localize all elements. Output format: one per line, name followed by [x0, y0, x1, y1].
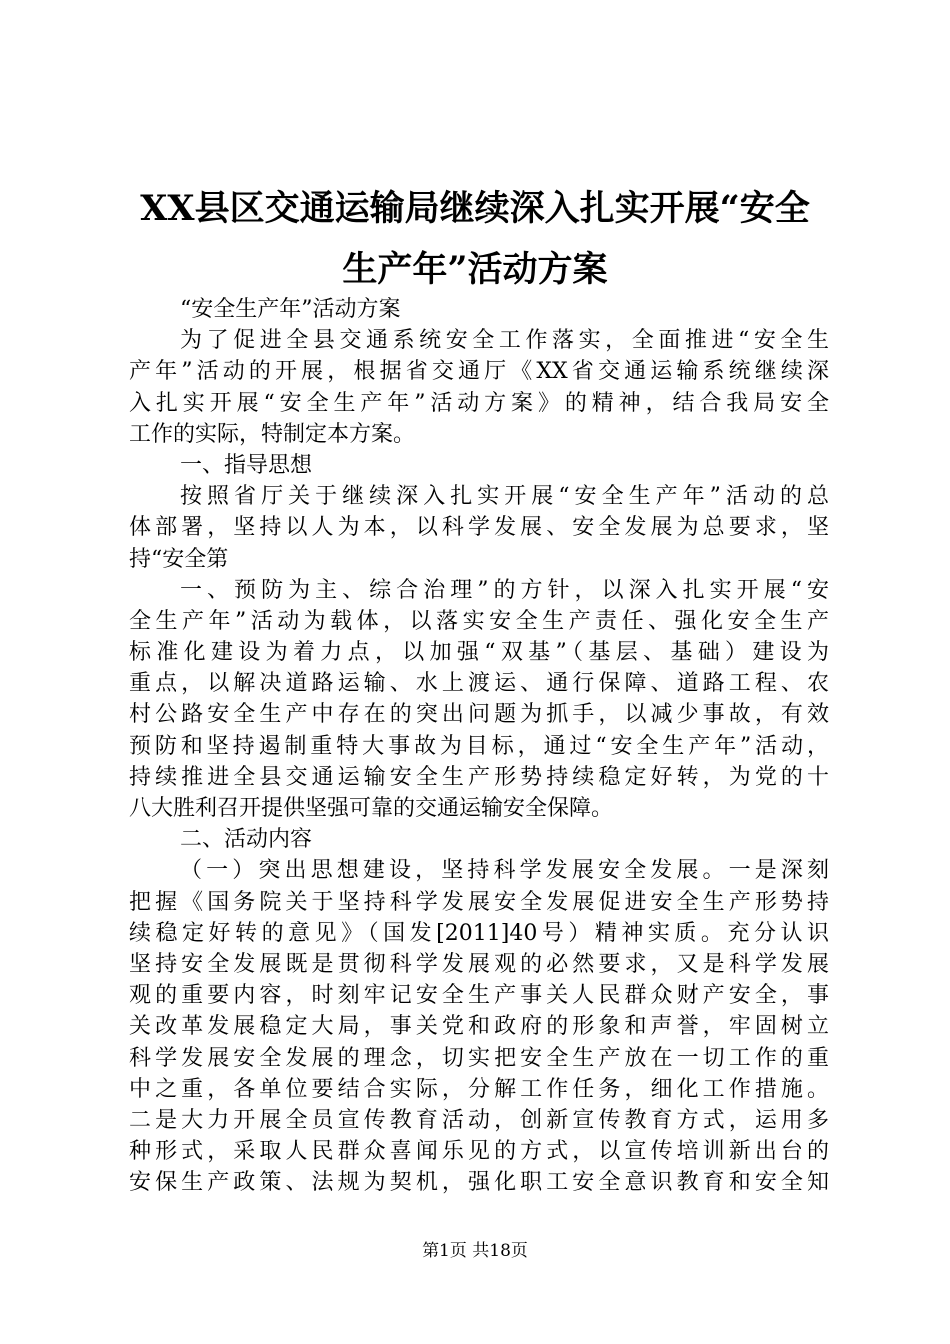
- body-line: 标准化建设为着力点，以加强“双基”（基层、基础）建设为: [129, 640, 829, 666]
- body-line: 关改革发展稳定大局，事关党和政府的形象和声誉，牢固树立: [129, 1014, 829, 1040]
- body-line: 把握《国务院关于坚持科学发展安全发展促进安全生产形势持: [129, 889, 829, 915]
- body-line: 为了促进全县交通系统安全工作落实，全面推进“安全生: [180, 328, 829, 354]
- body-line: 种形式，采取人民群众喜闻乐见的方式，以宣传培训新出台的: [129, 1139, 829, 1165]
- body-line: 按照省厅关于继续深入扎实开展“安全生产年”活动的总: [180, 484, 829, 510]
- body-line: 工作的实际，特制定本方案。: [129, 421, 416, 447]
- section-heading: 二、活动内容: [180, 827, 313, 853]
- document-body: [129, 294, 829, 1198]
- document-title-line-2: 生产年”活动方案: [342, 249, 608, 290]
- body-line: 持“安全第: [129, 546, 229, 572]
- body-line: 二是大力开展全员宣传教育活动，创新宣传教育方式，运用多: [129, 1107, 829, 1133]
- body-line: 全生产年”活动为载体，以落实安全生产责任、强化安全生产: [129, 608, 829, 634]
- body-line: 入扎实开展“安全生产年”活动方案》的精神，结合我局安全: [129, 390, 829, 416]
- page-number-footer: 第1页 共18页: [422, 1241, 528, 1261]
- body-line: 预防和坚持遏制重特大事故为目标，通过“安全生产年”活动，: [129, 733, 829, 759]
- body-line: 村公路安全生产中存在的突出问题为抓手，以减少事故，有效: [129, 702, 829, 728]
- body-line: 体部署，坚持以人为本，以科学发展、安全发展为总要求，坚: [129, 515, 829, 541]
- section-heading: 一、指导思想: [180, 452, 313, 478]
- body-line: 安保生产政策、法规为契机，强化职工安全意识教育和安全知: [129, 1170, 829, 1196]
- body-line: 持续推进全县交通运输安全生产形势持续稳定好转，为党的十: [129, 764, 829, 790]
- body-line: （一）突出思想建设，坚持科学发展安全发展。一是深刻: [180, 858, 829, 884]
- body-line: “安全生产年”活动方案: [180, 297, 401, 322]
- body-line: 科学发展安全发展的理念，切实把安全生产放在一切工作的重: [129, 1045, 829, 1071]
- body-line: 中之重，各单位要结合实际，分解工作任务，细化工作措施。: [129, 1076, 829, 1102]
- body-line: 观的重要内容，时刻牢记安全生产事关人民群众财产安全，事: [129, 983, 829, 1009]
- body-line: 产年”活动的开展，根据省交通厅《XX省交通运输系统继续深: [129, 359, 829, 385]
- document-title-line-1: XX县区交通运输局继续深入扎实开展“安全: [140, 188, 810, 229]
- body-line: 八大胜利召开提供坚强可靠的交通运输安全保障。: [129, 796, 614, 821]
- body-line: 续稳定好转的意见》（国发[2011]40号）精神实质。充分认识: [129, 920, 829, 946]
- body-line: 一、预防为主、综合治理”的方针，以深入扎实开展“安: [180, 577, 829, 603]
- body-line: 坚持安全发展既是贯彻科学发展观的必然要求，又是科学发展: [129, 951, 829, 977]
- body-line: 重点，以解决道路运输、水上渡运、通行保障、道路工程、农: [129, 671, 829, 697]
